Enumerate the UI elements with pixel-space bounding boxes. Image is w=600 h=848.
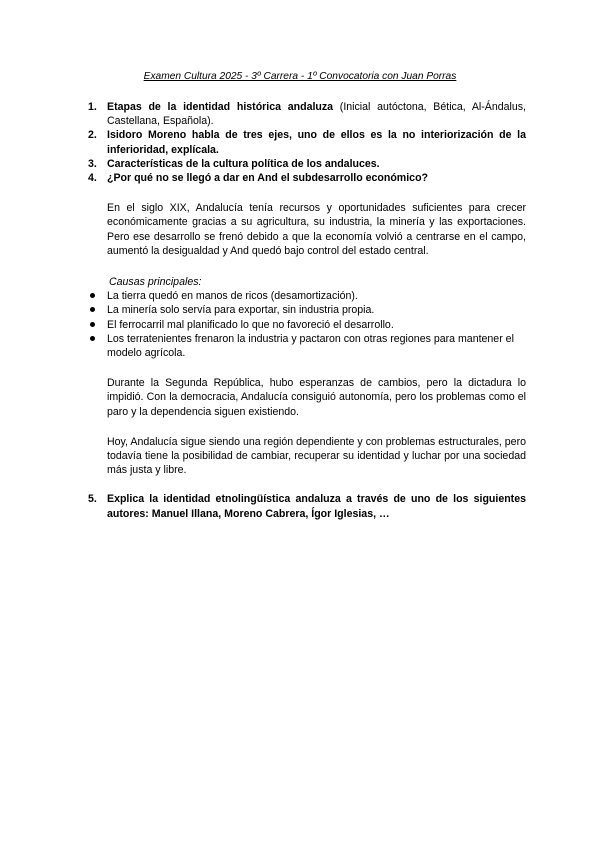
question-2 [88, 128, 526, 156]
question-text: Explica la identidad etnolingüística andaluza a través de uno de los siguientes autores: Manuel Illana, Moreno Cabrera, Ígor Iglesias, … [107, 493, 526, 520]
bullet-icon [90, 336, 95, 341]
exam-title: Examen Cultura 2025 - 3º Carrera - 1º Convocatoria con Juan Porras [143, 71, 457, 82]
list-item: La minería solo servía para exportar, sin industria propia. [88, 303, 526, 317]
question-5 [88, 492, 526, 520]
question-note: (Inicial autóctona, Bética, Al-Ándalus, Castellana, Española). [107, 101, 526, 128]
list-item: La tierra quedó en manos de ricos (desamortización). [88, 289, 526, 303]
bullet-icon [90, 293, 95, 298]
bullet-icon [90, 307, 95, 312]
question-4 [88, 171, 526, 185]
list-item: El ferrocarril mal planificado lo que no favoreció el desarrollo. [88, 318, 526, 332]
question-1 [88, 100, 526, 128]
question-text: Características de la cultura política de los andaluces. [107, 157, 380, 170]
causes-heading: Causas principales: [109, 276, 202, 289]
question-text: Isidoro Moreno habla de tres ejes, uno de ellos es la no interiorización de la inferioridad, explícala. [107, 129, 526, 156]
question-number: 5. [88, 493, 97, 506]
answer-paragraph-1: En el siglo XIX, Andalucía tenía recursos y oportunidades suficientes para crecer económicamente gracias a su agricultura, su industria, la minería y las exportaciones. Pero ese desarrollo se frenó debido a que la economía volvió a centrarse en el campo, aumentó la desigualdad y And quedó bajo control del estado central. [107, 202, 526, 257]
question-text: Etapas de la identidad histórica andaluza [107, 101, 334, 113]
list-item: Los terratenientes frenaron la industria y pactaron con otras regiones para mantener el modelo agrícola. [88, 332, 526, 360]
question-text: ¿Por qué no se llegó a dar en And el subdesarrollo económico? [107, 172, 429, 185]
question-3 [88, 157, 526, 171]
answer-paragraph-2: Durante la Segunda República, hubo esperanzas de cambios, pero la dictadura lo impidió. Con la democracia, Andalucía consiguió autonomía, pero los problemas como el paro y la dependencia siguen existiendo. [107, 377, 526, 418]
question-number: 4. [88, 172, 97, 185]
answer-paragraph-3: Hoy, Andalucía sigue siendo una región dependiente y con problemas estructurales, pero todavía tiene la posibilidad de cambiar, recuperar su identidad y luchar por una sociedad más justa y libre. [107, 435, 526, 477]
question-number: 3. [88, 157, 97, 170]
causes-list [88, 289, 526, 360]
document-content [88, 100, 526, 521]
question-number: 1. [88, 101, 97, 113]
bullet-icon [90, 322, 95, 327]
question-number: 2. [88, 129, 97, 142]
